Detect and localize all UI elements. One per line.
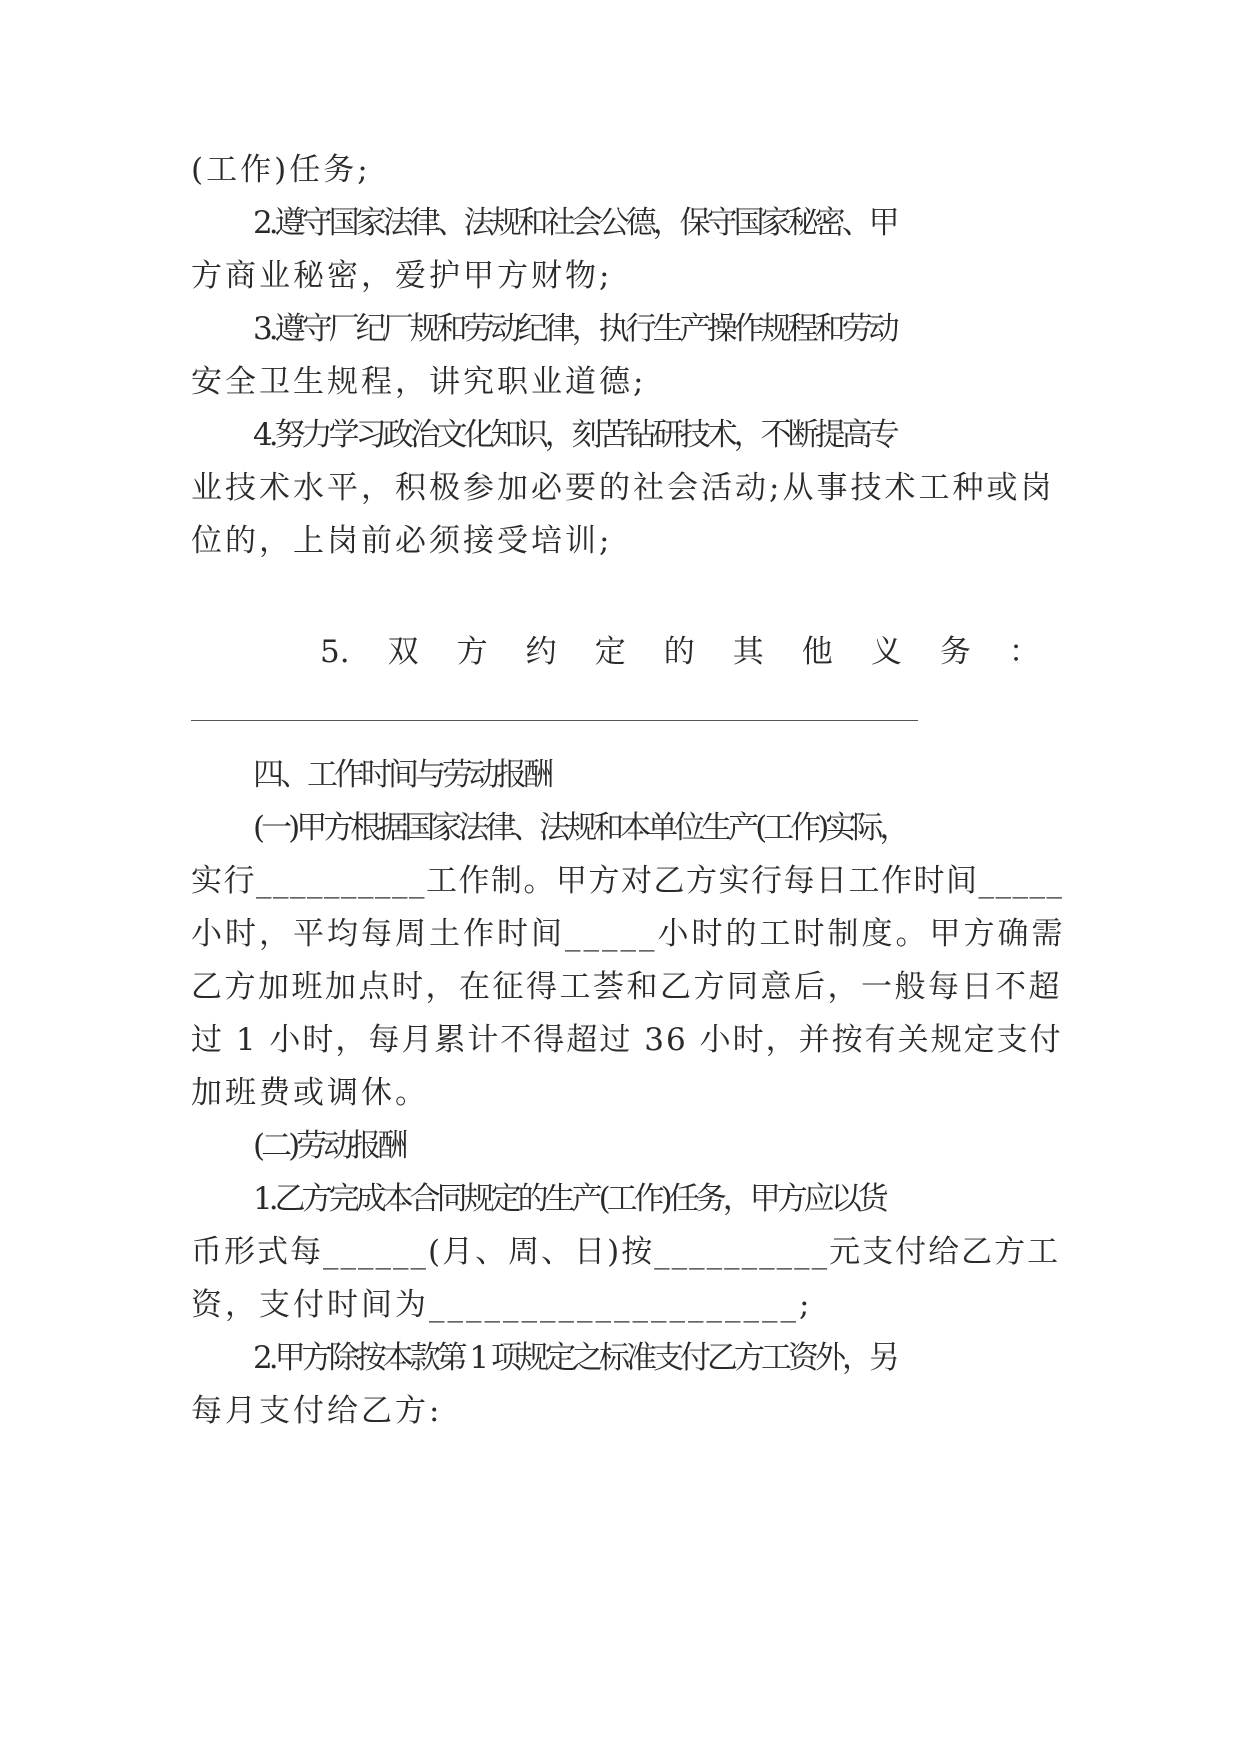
pay1-line-3: 资，支付时间为____________________; bbox=[191, 1287, 813, 1323]
text-line-8: 位的，上岗前必须接受培训; bbox=[191, 523, 613, 559]
subsection-2-title: (二)劳动报酬 bbox=[253, 1128, 405, 1164]
item-5-char: ： bbox=[1008, 634, 1040, 670]
text-line-2: 2.遵守国家法律、法规和社会公德，保守国家秘密、甲 bbox=[253, 205, 896, 241]
item-5-char: 双 bbox=[387, 634, 419, 670]
text-line-1: (工作)任务; bbox=[191, 152, 371, 188]
item-5-char: 约 bbox=[525, 634, 557, 670]
item-5-char: 他 bbox=[801, 634, 833, 670]
text-line-6: 4.努力学习政治文化知识，刻苦钻研技术，不断提高专 bbox=[253, 417, 896, 453]
item-5-char: 务 bbox=[939, 634, 971, 670]
pay1-line-2: 币形式每______(月、周、日)按__________元支付给乙方工 bbox=[191, 1234, 1061, 1270]
para1-line-6: 加班费或调休。 bbox=[191, 1075, 429, 1111]
para1-line-4: 乙方加班加点时，在征得工荟和乙方同意后，一般每日不超 bbox=[191, 969, 1062, 1005]
blank-underline bbox=[191, 720, 918, 721]
text-line-3: 方商业秘密，爱护甲方财物; bbox=[191, 258, 613, 294]
item-5-line bbox=[320, 632, 1040, 672]
pay2-line-1: 2.甲方除按本款第 1 项规定之标准支付乙方工资外，另 bbox=[253, 1340, 897, 1376]
section-4-title: 四、工作时间与劳动报酬 bbox=[253, 757, 550, 793]
text-line-7: 业技术水平，积极参加必要的社会活动;从事技术工种或岗 bbox=[191, 470, 1055, 506]
item-5-char: 义 bbox=[870, 634, 902, 670]
para1-line-3: 小时，平均每周土作时间_____小时的工时制度。甲方确需 bbox=[191, 916, 1066, 952]
item-5-char: 其 bbox=[732, 634, 764, 670]
pay1-line-1: 1.乙方完成本合同规定的生产(工作)任务，甲方应以货 bbox=[253, 1181, 885, 1217]
item-5-char: 的 bbox=[663, 634, 695, 670]
item-5-char: 方 bbox=[456, 634, 488, 670]
para1-line-5: 过 1 小时，每月累计不得超过 36 小时，并按有关规定支付 bbox=[191, 1022, 1063, 1058]
para1-line-1: (一)甲方根据国家法律、法规和本单位生产(工作)实际， bbox=[253, 810, 907, 846]
text-line-4: 3.遵守厂纪厂规和劳动纪律，执行生产操作规程和劳动 bbox=[253, 311, 896, 347]
item-5-char: 5. bbox=[320, 634, 350, 670]
para1-line-2: 实行__________工作制。甲方对乙方实行每日工作时间_____ bbox=[191, 863, 1064, 899]
text-line-5: 安全卫生规程，讲究职业道德; bbox=[191, 364, 647, 400]
pay2-line-2: 每月支付给乙方: bbox=[191, 1393, 443, 1429]
item-5-char: 定 bbox=[594, 634, 626, 670]
